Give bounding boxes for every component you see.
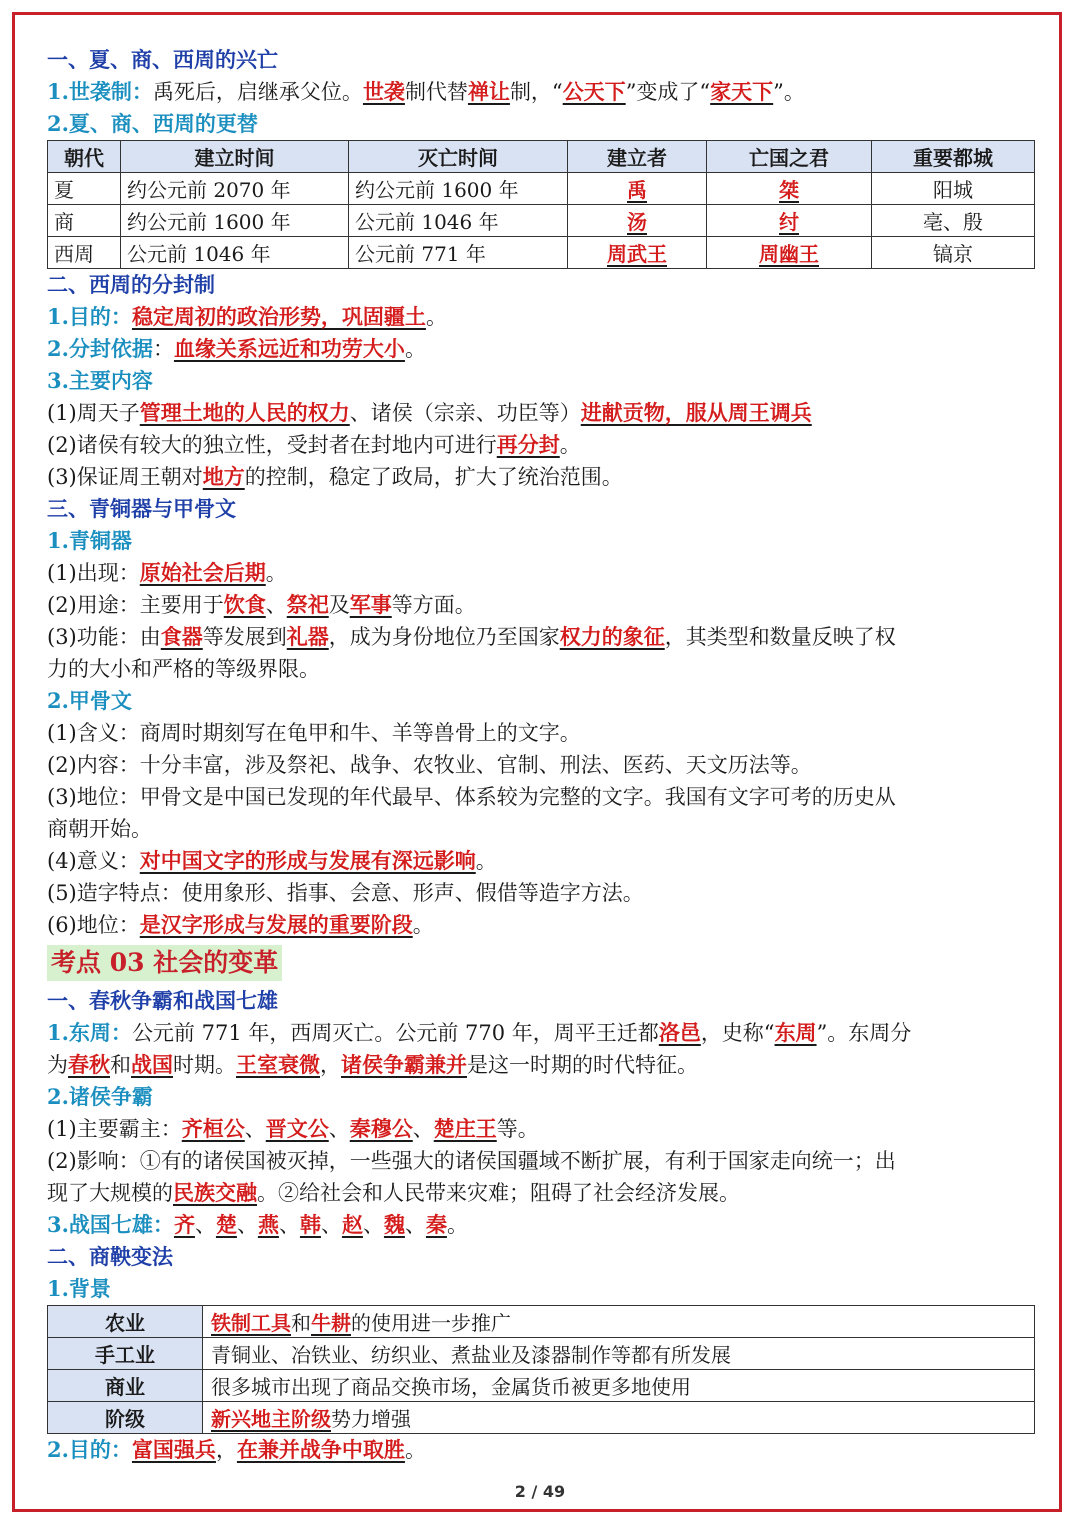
content-item: (3)地位：甲骨文是中国已发现的年代最早、体系较为完整的文字。我国有文字可考的历史从	[47, 785, 896, 809]
purpose-line: 1.目的：稳定周初的政治形势，巩固疆土。	[47, 304, 447, 329]
goal-line: 2.目的：富国强兵，在兼并战争中取胜。	[47, 1437, 426, 1462]
table-header: 亡国之君	[707, 141, 872, 173]
dynasty-table	[47, 140, 1035, 269]
content-item: (3)保证周王朝对地方的控制，稳定了政局，扩大了统治范围。	[47, 464, 623, 489]
seven-states-line: 3.战国七雄：齐、楚、燕、韩、赵、魏、秦。	[47, 1212, 468, 1237]
table-header: 重要都城	[872, 141, 1035, 173]
section-title: 三、青铜器与甲骨文	[47, 496, 236, 521]
content-item: (1)含义：商周时期刻写在龟甲和牛、羊等兽骨上的文字。	[47, 721, 581, 745]
content-item-cont: 商朝开始。	[47, 817, 152, 841]
table-header: 灭亡时间	[349, 141, 568, 173]
content-item: (5)造字特点：使用象形、指事、会意、形声、假借等造字方法。	[47, 881, 644, 905]
page-content	[47, 44, 1035, 1466]
section-title: 二、西周的分封制	[47, 272, 215, 297]
table-row: 商 约公元前 1600 年 公元前 1046 年 汤 纣 亳、殷	[48, 205, 1035, 237]
subsection-title: 2.夏、商、西周的更替	[47, 111, 258, 136]
background-table	[47, 1305, 1035, 1434]
topic-banner: 考点 03 社会的变革	[47, 945, 282, 981]
table-row: 夏 约公元前 2070 年 约公元前 1600 年 禹 桀 阳城	[48, 173, 1035, 205]
content-item: (3)功能：由食器等发展到礼器，成为身份地位乃至国家权力的象征，其类型和数量反映了权	[47, 624, 896, 649]
content-item: (2)内容：十分丰富，涉及祭祀、战争、农牧业、官制、刑法、医药、天文历法等。	[47, 753, 812, 777]
table-row: 西周 公元前 1046 年 公元前 771 年 周武王 周幽王 镐京	[48, 237, 1035, 269]
section-title: 二、商鞅变法	[47, 1244, 173, 1269]
table-header: 建立者	[568, 141, 707, 173]
content-item: (6)地位：是汉字形成与发展的重要阶段。	[47, 912, 434, 937]
content-item: (2)用途：主要用于饮食、祭祀及军事等方面。	[47, 592, 476, 617]
table-row: 商业 很多城市出现了商品交换市场，金属货币被更多地使用	[48, 1370, 1035, 1402]
subsection-title: 3.主要内容	[47, 368, 153, 393]
content-item: (2)诸侯有较大的独立性，受封者在封地内可进行再分封。	[47, 432, 581, 457]
content-item: (1)出现：原始社会后期。	[47, 560, 287, 585]
table-row: 手工业 青铜业、冶铁业、纺织业、煮盐业及漆器制作等都有所发展	[48, 1338, 1035, 1370]
eastern-zhou-line-cont: 为春秋和战国时期。王室衰微，诸侯争霸兼并是这一时期的时代特征。	[47, 1052, 698, 1077]
basis-line: 2.分封依据：血缘关系远近和功劳大小。	[47, 336, 426, 361]
table-header: 建立时间	[121, 141, 349, 173]
content-item: (4)意义：对中国文字的形成与发展有深远影响。	[47, 848, 497, 873]
table-header-row	[48, 141, 1035, 173]
subsection-title: 1.背景	[47, 1276, 111, 1301]
content-item-cont: 力的大小和严格的等级界限。	[47, 657, 320, 681]
page-number: 2 / 49	[514, 1482, 566, 1501]
content-item: (1)周天子管理土地的人民的权力、诸侯（宗亲、功臣等）进献贡物，服从周王调兵	[47, 400, 812, 425]
table-row: 农业 铁制工具和牛耕的使用进一步推广	[48, 1306, 1035, 1338]
content-item: (1)主要霸主：齐桓公、晋文公、秦穆公、楚庄王等。	[47, 1116, 539, 1141]
hereditary-line: 1.世袭制：禹死后，启继承父位。世袭制代替禅让制，“公天下”变成了“家天下”。	[47, 79, 805, 104]
table-row: 阶级 新兴地主阶级势力增强	[48, 1402, 1035, 1434]
content-item: (2)影响：①有的诸侯国被灭掉，一些强大的诸侯国疆域不断扩展，有利于国家走向统一；出	[47, 1149, 896, 1173]
subsection-title: 1.青铜器	[47, 528, 132, 553]
subsection-title: 2.诸侯争霸	[47, 1084, 153, 1109]
table-header: 朝代	[48, 141, 121, 173]
content-item-cont: 现了大规模的民族交融。②给社会和人民带来灾难；阻碍了社会经济发展。	[47, 1180, 740, 1205]
section-title: 一、夏、商、西周的兴亡	[47, 47, 278, 72]
subsection-title: 2.甲骨文	[47, 688, 132, 713]
section-title: 一、春秋争霸和战国七雄	[47, 988, 278, 1013]
eastern-zhou-line: 1.东周：公元前 771 年，西周灭亡。公元前 770 年，周平王迁都洛邑，史称“东周”。东周分	[47, 1020, 912, 1045]
